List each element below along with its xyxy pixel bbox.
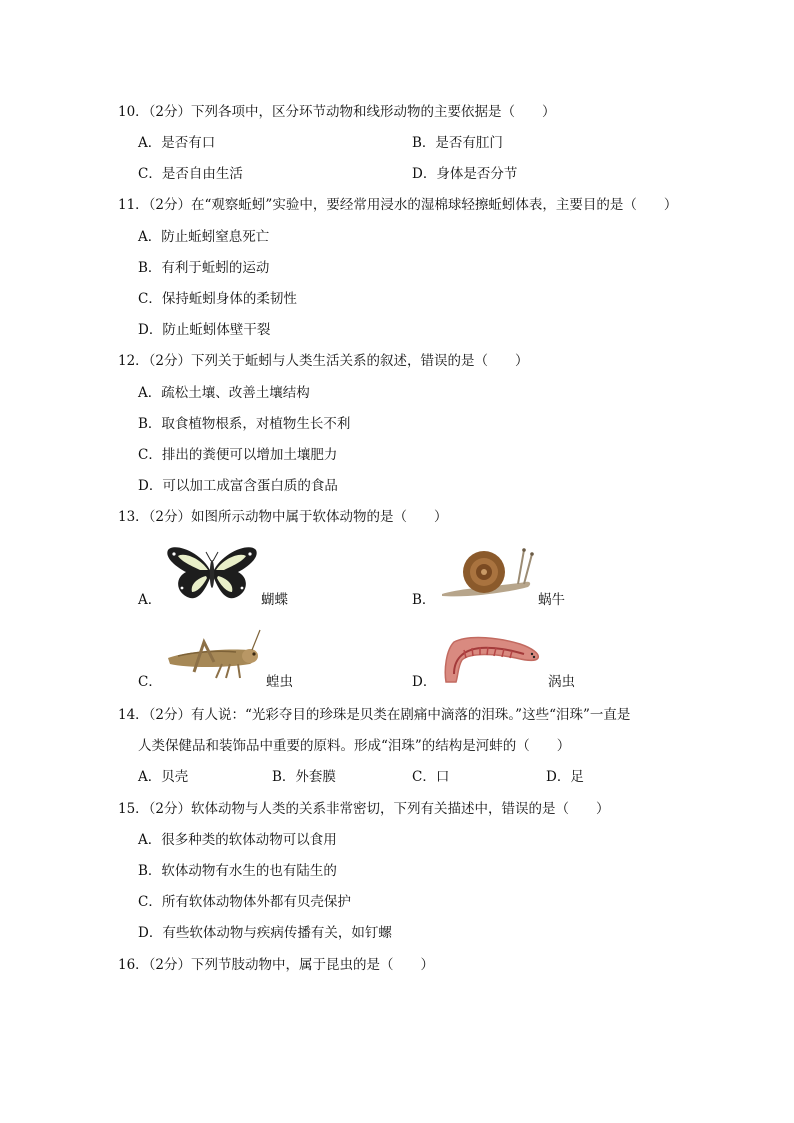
butterfly-icon [164, 544, 260, 602]
question-14-option-c: C．口 [412, 769, 450, 785]
question-11-option-b: B．有利于蚯蚓的运动 [138, 260, 270, 276]
question-12-option-a: A．疏松土壤、改善土壤结构 [138, 385, 310, 401]
question-13-option-d-letter: D． [412, 674, 437, 690]
question-16-stem: 16．（2分）下列节肢动物中，属于昆虫的是（ ） [118, 957, 435, 973]
question-14-option-b: B．外套膜 [272, 769, 336, 785]
question-15-option-c: C．所有软体动物体外都有贝壳保护 [138, 894, 351, 910]
question-15-stem: 15．（2分）软体动物与人类的关系非常密切，下列有关描述中，错误的是（ ） [118, 801, 610, 817]
question-11-option-a: A．防止蚯蚓窒息死亡 [138, 229, 270, 245]
question-12-option-c: C．排出的粪便可以增加土壤肥力 [138, 447, 338, 463]
question-10-option-d: D．身体是否分节 [412, 166, 518, 182]
question-13-option-c-letter: C． [138, 674, 162, 690]
question-15-option-d: D．有些软体动物与疾病传播有关，如钉螺 [138, 925, 392, 941]
planarian-icon [440, 630, 544, 684]
question-13-option-a-letter: A． [138, 592, 162, 608]
question-13-stem: 13．（2分）如图所示动物中属于软体动物的是（ ） [118, 509, 448, 525]
question-15-option-a: A．很多种类的软体动物可以食用 [138, 832, 337, 848]
question-10-option-a: A．是否有口 [138, 135, 216, 151]
question-11-stem: 11．（2分）在“观察蚯蚓”实验中，要经常用浸水的湿棉球轻擦蚯蚓体表，主要目的是（ ） [118, 197, 678, 213]
question-12-option-b: B．取食植物根系，对植物生长不利 [138, 416, 351, 432]
question-10-stem: 10．（2分）下列各项中，区分环节动物和线形动物的主要依据是（ ） [118, 104, 556, 120]
question-10-option-b: B．是否有肛门 [412, 135, 503, 151]
question-14-stem-line1: 14．（2分）有人说：“光彩夺目的珍珠是贝类在剧痛中滴落的泪珠。”这些“泪珠”一直是 [118, 707, 631, 723]
question-13-option-d-caption: 涡虫 [548, 674, 575, 690]
question-14-option-d: D．足 [546, 769, 584, 785]
question-13-option-b-letter: B． [412, 592, 436, 608]
question-14-stem-line2: 人类保健品和装饰品中重要的原料。形成“泪珠”的结构是河蚌的（ ） [138, 738, 571, 754]
question-14-option-a: A．贝壳 [138, 769, 189, 785]
question-15-option-b: B．软体动物有水生的也有陆生的 [138, 863, 337, 879]
question-13-option-a-caption: 蝴蝶 [261, 592, 288, 608]
question-12-stem: 12．（2分）下列关于蚯蚓与人类生活关系的叙述，错误的是（ ） [118, 353, 529, 369]
snail-icon [440, 544, 536, 600]
question-10-option-c: C．是否自由生活 [138, 166, 243, 182]
question-11-option-c: C．保持蚯蚓身体的柔韧性 [138, 291, 297, 307]
question-11-option-d: D．防止蚯蚓体壁干裂 [138, 322, 271, 338]
grasshopper-icon [164, 628, 264, 684]
question-12-option-d: D．可以加工成富含蛋白质的食品 [138, 478, 338, 494]
question-13-option-b-caption: 蜗牛 [538, 592, 565, 608]
question-13-option-c-caption: 蝗虫 [266, 674, 293, 690]
